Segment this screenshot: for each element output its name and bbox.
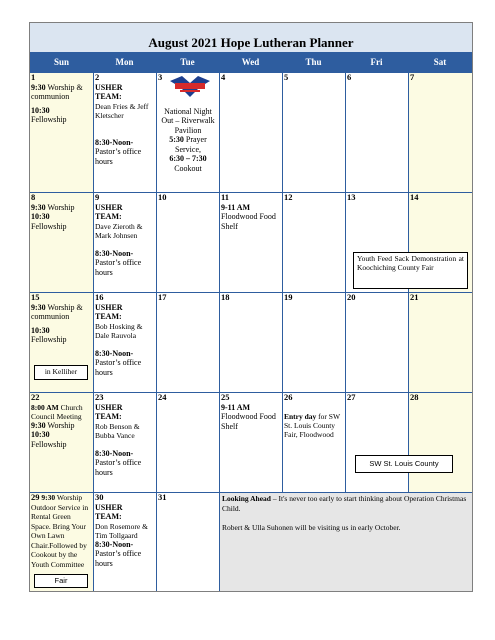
day-cell-15: 15 9:30 Worship & communion 10:30 Fellowship: [30, 292, 93, 392]
day-cell-5: 5: [282, 72, 345, 192]
day-cell-4: 4: [219, 72, 282, 192]
planner-title: August 2021 Hope Lutheran Planner: [30, 23, 472, 52]
day-cell-6: 6: [345, 72, 408, 192]
fair-note-box: Youth Feed Sack Demonstration at Koochiching County Fair: [353, 252, 468, 289]
day-cell-30: 30 USHER TEAM: Don Rosemore & Tim Tollgaard 8:30-Noon- Pastor’s office hours: [93, 492, 156, 591]
day-cell-18: 18: [219, 292, 282, 392]
day-header-wed: Wed: [241, 57, 260, 67]
day-header-tue: Tue: [180, 57, 195, 67]
day-cell-3: 3 National Night Out – Riverwalk Pavilion 5:30 Prayer Service, 6:30 – 7:30 Cookout: [156, 72, 219, 192]
day-cell-13: 13: [345, 192, 408, 292]
fair-label-box: Fair: [34, 574, 88, 588]
day-cell-17: 17: [156, 292, 219, 392]
day-cell-26: 26 Entry day for SW St. Louis County Fair, Floodwood: [282, 392, 345, 492]
day-cell-31: 31: [156, 492, 219, 591]
worship-line: 9:30 Worship &: [31, 82, 83, 92]
day-cell-9: 9 USHER TEAM: Dave Zieroth & Mark Johnsen 8:30-Noon- Pastor’s office hours: [93, 192, 156, 292]
day-cell-16: 16 USHER TEAM: Bob Hosking & Dale Rauvola 8:30-Noon- Pastor’s office hours: [93, 292, 156, 392]
day-cell-23: 23 USHER TEAM: Rob Benson & Bubba Vance 8:30-Noon- Pastor’s office hours: [93, 392, 156, 492]
day-cell-11: 11 9-11 AM Floodwood Food Shelf: [219, 192, 282, 292]
calendar: [29, 22, 473, 592]
day-header-row: [30, 52, 472, 72]
day-header-sun: Sun: [53, 57, 70, 67]
day-header-sat: Sat: [433, 57, 447, 67]
day-cell-8: 8 9:30 Worship 10:30 Fellowship: [30, 192, 93, 292]
day-cell-1: 1 9:30 Worship & communion 10:30 Fellowship: [30, 72, 93, 192]
day-cell-10: 10: [156, 192, 219, 292]
day-cell-21: 21: [408, 292, 472, 392]
day-cell-12: 12: [282, 192, 345, 292]
day-cell-22: 22 8:00 AM Church Council Meeting 9:30 Worship 10:30 Fellowship: [30, 392, 93, 492]
day-cell-19: 19: [282, 292, 345, 392]
day-cell-20: 20: [345, 292, 408, 392]
day-cell-2: 2 USHER TEAM: Dean Fries & Jeff Kletscher 8:30-Noon- Pastor’s office hours: [93, 72, 156, 192]
usher-names: Dean Fries & Jeff Kletscher: [95, 101, 149, 120]
day-cell-27: 27: [345, 392, 408, 492]
day-cell-7: 7: [408, 72, 472, 192]
national-night-out-logo: [168, 73, 212, 99]
day-cell-28: 28: [408, 392, 472, 492]
day-cell-25: 25 9-11 AM Floodwood Food Shelf: [219, 392, 282, 492]
kelliher-note-box: in Kelliher: [34, 365, 88, 380]
day-cell-14: 14: [408, 192, 472, 292]
day-header-thu: Thu: [305, 57, 322, 67]
day-cell-24: 24: [156, 392, 219, 492]
day-header-mon: Mon: [115, 57, 134, 67]
day-cell-29: 29 9:30 Worship Outdoor Service in Rental Green Space. Bring Your Own Lawn Chair.Followed by Cookout by the Youth Committee: [30, 492, 93, 591]
sw-county-note-box: SW St. Louis County: [355, 455, 453, 473]
looking-ahead-panel: Looking Ahead – It's never too early to start thinking about Operation Christmas Child. Robert & Ulla Suhonen will be visiting us in early October.: [219, 492, 472, 591]
day-header-fri: Fri: [370, 57, 383, 67]
